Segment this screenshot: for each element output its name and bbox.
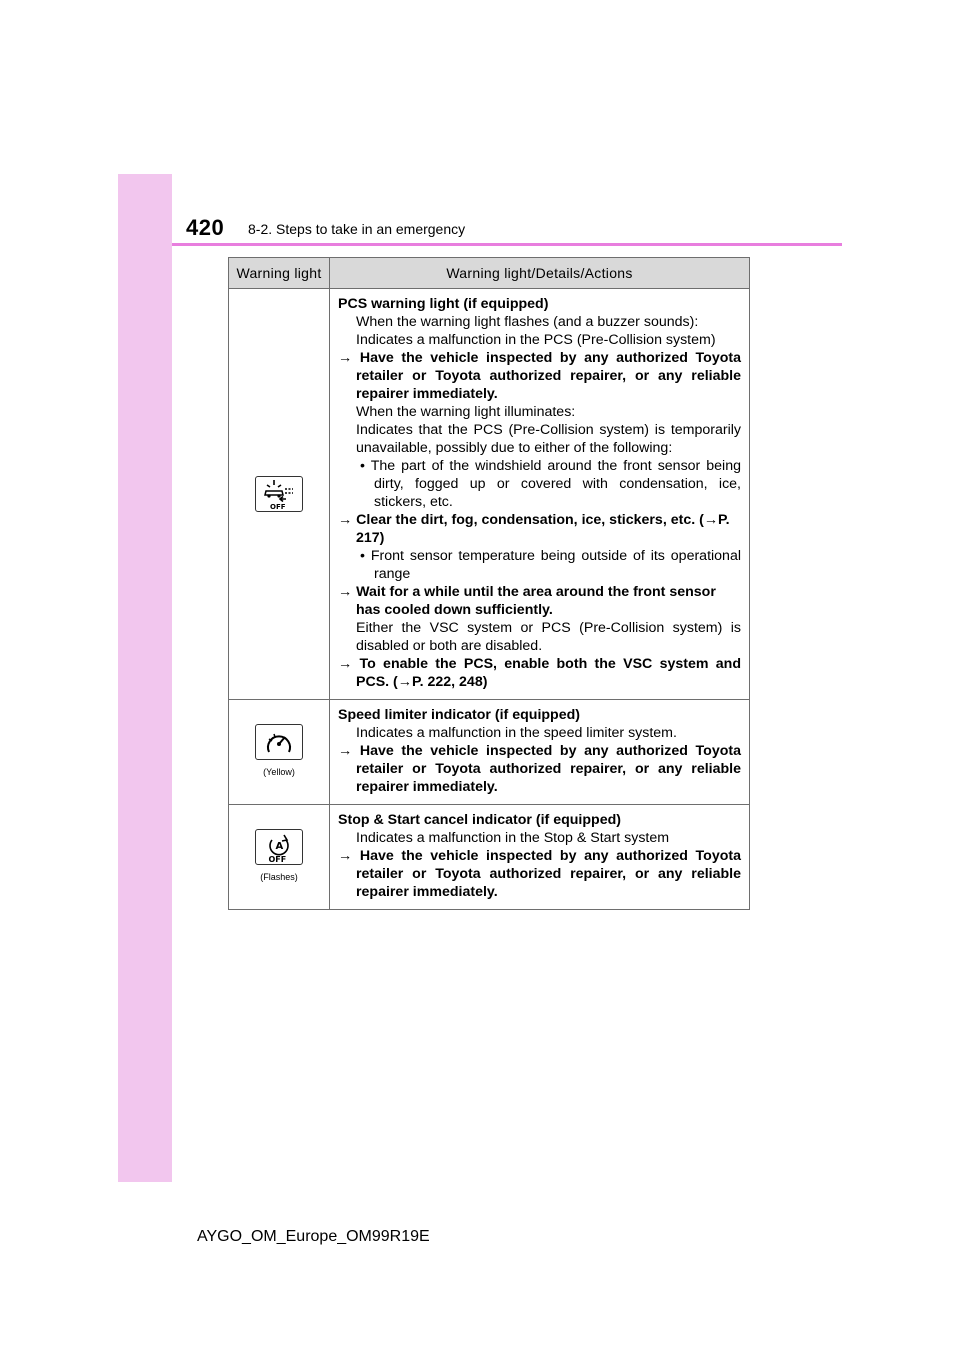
page-number: 420: [186, 215, 225, 240]
column-header-warning-light: Warning light: [229, 258, 330, 289]
action-line: → Have the vehicle inspected by any authorized Toyota retailer or Toyota authorized repairer, or any reliable repairer immediately.: [338, 743, 741, 795]
action-line: → Have the vehicle inspected by any authorized Toyota retailer or Toyota authorized repairer, or any reliable repairer immediately.: [338, 848, 741, 900]
speed-limiter-icon: [255, 724, 303, 760]
header-divider: [172, 243, 842, 246]
document-id: AYGO_OM_Europe_OM99R19E: [197, 1228, 430, 1245]
action-line: → Have the vehicle inspected by any authorized Toyota retailer or Toyota authorized repairer, or any reliable repairer immediately.: [338, 350, 741, 402]
icon-caption: (Flashes): [260, 871, 298, 882]
details-cell: [330, 805, 750, 910]
action-line: → To enable the PCS, enable both the VSC system and PCS. (→P. 222, 248): [338, 656, 741, 690]
details-cell: [330, 289, 750, 700]
icon-caption: (Yellow): [263, 766, 295, 777]
detail-line: Indicates that the PCS (Pre-Collision system) is temporarily unavailable, possibly due to either of the following:: [356, 422, 741, 456]
action-line: → Wait for a while until the area around the front sensor has cooled down sufficiently.: [338, 584, 716, 618]
svg-text:OFF: OFF: [268, 854, 287, 864]
icon-cell: [229, 700, 330, 805]
stop-start-off-icon: [255, 829, 303, 865]
row-title: PCS warning light (if equipped): [338, 296, 549, 312]
svg-text:A: A: [275, 840, 284, 852]
details-cell: [330, 700, 750, 805]
warning-light-table: [228, 257, 750, 910]
table-row: [229, 289, 750, 700]
side-tab-band: [118, 174, 172, 1182]
column-header-details: Warning light/Details/Actions: [330, 258, 750, 289]
action-line: → Clear the dirt, fog, condensation, ice, stickers, etc. (→P. 217): [338, 512, 730, 546]
detail-line: Either the VSC system or PCS (Pre-Collision system) is disabled or both are disabled.: [356, 620, 741, 654]
section-title: 8-2. Steps to take in an emergency: [248, 221, 466, 237]
table-row: [229, 700, 750, 805]
table-row: [229, 805, 750, 910]
detail-line: When the warning light flashes (and a buzzer sounds):: [356, 314, 699, 330]
row-title: Stop & Start cancel indicator (if equipped): [338, 812, 621, 828]
bullet-line: • The part of the windshield around the front sensor being dirty, fogged up or covered with condensation, ice, stickers, etc.: [360, 458, 741, 510]
detail-line: Indicates a malfunction in the Stop & Start system: [356, 830, 670, 846]
detail-line: When the warning light illuminates:: [356, 404, 576, 420]
table-header-row: [229, 258, 750, 289]
detail-line: Indicates a malfunction in the PCS (Pre-Collision system): [356, 332, 716, 348]
detail-line: Indicates a malfunction in the speed limiter system.: [356, 725, 677, 741]
pcs-off-warning-icon: [255, 476, 303, 512]
bullet-line: • Front sensor temperature being outside of its operational range: [360, 548, 741, 582]
icon-cell: [229, 289, 330, 700]
row-title: Speed limiter indicator (if equipped): [338, 707, 580, 723]
svg-text:OFF: OFF: [270, 503, 286, 511]
icon-cell: [229, 805, 330, 910]
